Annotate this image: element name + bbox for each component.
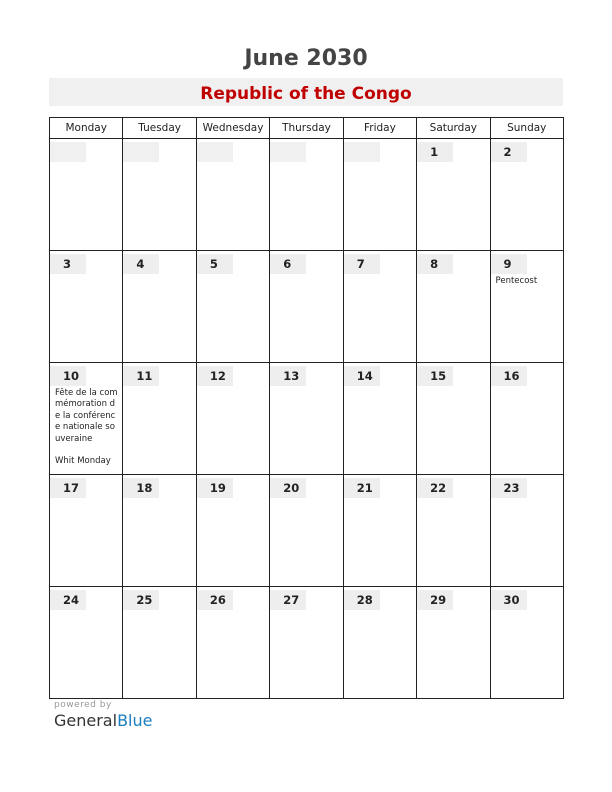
day-cell bbox=[490, 139, 563, 251]
empty-day-box bbox=[344, 142, 380, 162]
day-cell bbox=[196, 251, 269, 363]
day-number: 2 bbox=[491, 142, 527, 162]
holiday-label: Fête de la commémoration de la conférence nationale souveraine bbox=[55, 388, 118, 444]
day-cell bbox=[196, 475, 269, 587]
day-cell bbox=[270, 363, 343, 475]
weekday-saturday: Saturday bbox=[417, 118, 490, 139]
day-number: 30 bbox=[491, 590, 527, 610]
day-cell bbox=[343, 363, 416, 475]
holiday-label: Pentecost bbox=[495, 276, 538, 286]
footer-branding bbox=[54, 700, 152, 730]
day-number: 25 bbox=[123, 590, 159, 610]
powered-by-text: powered by bbox=[54, 700, 112, 710]
empty-day-box bbox=[123, 142, 159, 162]
day-number: 23 bbox=[491, 478, 527, 498]
day-number: 19 bbox=[197, 478, 233, 498]
day-cell bbox=[50, 475, 123, 587]
day-number: 24 bbox=[50, 590, 86, 610]
day-number: 27 bbox=[270, 590, 306, 610]
country-banner bbox=[49, 78, 563, 106]
day-number: 15 bbox=[417, 366, 453, 386]
brand-blue: Blue bbox=[117, 711, 153, 730]
day-cell bbox=[417, 363, 490, 475]
day-cell bbox=[417, 475, 490, 587]
day-number: 10 bbox=[50, 366, 86, 386]
brand-logo bbox=[54, 711, 152, 730]
week-row bbox=[50, 251, 564, 363]
day-number: 1 bbox=[417, 142, 453, 162]
day-cell bbox=[270, 251, 343, 363]
day-cell bbox=[490, 363, 563, 475]
empty-day-box bbox=[50, 142, 86, 162]
day-number: 8 bbox=[417, 254, 453, 274]
day-number: 14 bbox=[344, 366, 380, 386]
day-cell bbox=[196, 587, 269, 699]
day-number: 11 bbox=[123, 366, 159, 386]
day-cell bbox=[270, 139, 343, 251]
weekday-monday: Monday bbox=[50, 118, 123, 139]
day-cell bbox=[123, 475, 196, 587]
day-number: 26 bbox=[197, 590, 233, 610]
day-cell bbox=[270, 587, 343, 699]
weekday-header-row bbox=[50, 118, 564, 139]
day-cell bbox=[123, 587, 196, 699]
week-row bbox=[50, 587, 564, 699]
page-title: June 2030 bbox=[244, 46, 368, 71]
brand-general: General bbox=[54, 711, 118, 730]
weekday-wednesday: Wednesday bbox=[196, 118, 269, 139]
day-number: 17 bbox=[50, 478, 86, 498]
empty-day-box bbox=[270, 142, 306, 162]
day-number: 22 bbox=[417, 478, 453, 498]
day-cell bbox=[50, 251, 123, 363]
day-cell bbox=[417, 251, 490, 363]
holiday-label: Whit Monday bbox=[55, 456, 111, 467]
day-number: 21 bbox=[344, 478, 380, 498]
day-number: 4 bbox=[123, 254, 159, 274]
week-row bbox=[50, 475, 564, 587]
day-cell bbox=[196, 363, 269, 475]
day-cell bbox=[417, 139, 490, 251]
day-cell bbox=[417, 587, 490, 699]
weekday-tuesday: Tuesday bbox=[123, 118, 196, 139]
day-cell bbox=[343, 251, 416, 363]
day-number: 16 bbox=[491, 366, 527, 386]
day-cell bbox=[50, 139, 123, 251]
day-cell bbox=[196, 139, 269, 251]
day-number: 12 bbox=[197, 366, 233, 386]
calendar-grid bbox=[49, 117, 564, 699]
day-number: 20 bbox=[270, 478, 306, 498]
day-cell bbox=[123, 251, 196, 363]
day-cell bbox=[490, 475, 563, 587]
weekday-sunday: Sunday bbox=[490, 118, 563, 139]
weekday-thursday: Thursday bbox=[270, 118, 343, 139]
day-number: 9 bbox=[491, 254, 527, 274]
holiday-list bbox=[491, 276, 563, 287]
day-cell bbox=[123, 139, 196, 251]
day-number: 3 bbox=[50, 254, 86, 274]
day-number: 13 bbox=[270, 366, 306, 386]
day-number: 18 bbox=[123, 478, 159, 498]
day-number: 6 bbox=[270, 254, 306, 274]
day-cell bbox=[270, 475, 343, 587]
empty-day-box bbox=[197, 142, 233, 162]
holiday-list bbox=[50, 388, 122, 467]
day-cell bbox=[50, 587, 123, 699]
day-number: 28 bbox=[344, 590, 380, 610]
week-row bbox=[50, 139, 564, 251]
day-cell bbox=[343, 587, 416, 699]
weekday-friday: Friday bbox=[343, 118, 416, 139]
country-name: Republic of the Congo bbox=[200, 84, 412, 104]
day-cell bbox=[490, 587, 563, 699]
day-cell bbox=[50, 363, 123, 475]
day-number: 7 bbox=[344, 254, 380, 274]
day-cell bbox=[123, 363, 196, 475]
day-number: 29 bbox=[417, 590, 453, 610]
day-cell bbox=[343, 475, 416, 587]
day-cell bbox=[343, 139, 416, 251]
week-row bbox=[50, 363, 564, 475]
day-cell bbox=[490, 251, 563, 363]
day-number: 5 bbox=[197, 254, 233, 274]
